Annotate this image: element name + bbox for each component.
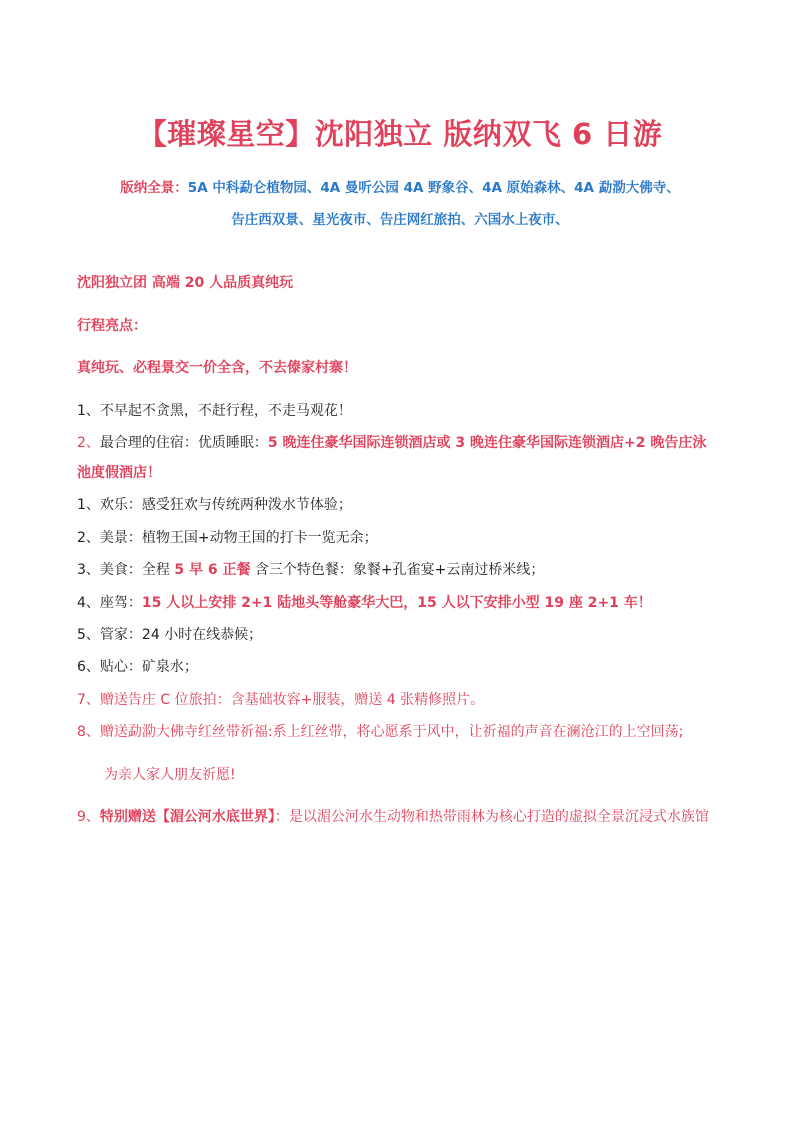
item-accommodation-detail: 5 晚连住豪华国际连锁酒店或 3 晚连住豪华国际连锁酒店+2 晚告庄泳 xyxy=(267,435,707,451)
overview-line-1 xyxy=(0,176,800,196)
item-water: 6、贴心：矿泉水； xyxy=(77,659,198,675)
item-special-gift-title: 特别赠送【湄公河水底世界】 xyxy=(99,809,275,825)
item-food-prefix: 3、美食：全程 xyxy=(77,562,175,578)
item-vehicle-prefix: 4、座驾： xyxy=(77,595,142,611)
item-butler: 5、管家：24 小时在线恭候； xyxy=(77,627,263,643)
item-food xyxy=(77,559,727,579)
item-accommodation-number: 2、 xyxy=(77,435,100,451)
item-accommodation-label: 最合理的住宿：优质睡眠： xyxy=(99,435,268,451)
item-special-gift-detail: ：是以湄公河水生动物和热带雨林为核心打造的虚拟全景沉浸式水族馆 xyxy=(274,809,709,825)
item-food-suffix: 含三个特色餐：象餐+孔雀宴+云南过桥米线； xyxy=(250,562,545,578)
highlights-heading: 行程亮点： xyxy=(77,318,147,334)
document-title: 【璀璨星空】沈阳独立 版纳双飞 6 日游 xyxy=(137,117,663,151)
group-heading: 沈阳独立团 高端 20 人品质真纯玩 xyxy=(77,275,294,291)
slogan: 真纯玩、必程景交一价全含，不去傣家村寨！ xyxy=(77,360,357,376)
item-scenery: 2、美景：植物王国+动物王国的打卡一览无余； xyxy=(77,530,378,546)
item-no-rush: 1、不早起不贪黑，不赶行程，不走马观花！ xyxy=(77,403,352,419)
overview-line-2: 告庄西双景、星光夜市、告庄网红旅拍、六国水上夜市、 xyxy=(231,212,569,228)
overview-label: 版纳全景： xyxy=(120,180,188,196)
item-accommodation xyxy=(77,432,727,452)
item-ribbon-gift-cont: 为亲人家人朋友祈愿! xyxy=(104,767,236,783)
item-special-gift xyxy=(77,806,727,826)
item-special-gift-number: 9、 xyxy=(77,809,100,825)
item-photo-gift: 7、赠送告庄 C 位旅拍：含基础妆容+服装，赠送 4 张精修照片。 xyxy=(77,692,485,708)
overview-attractions-1: 5A 中科勐仑植物园、4A 曼听公园 4A 野象谷、4A 原始森林、4A 勐泐大佛寺、 xyxy=(187,180,680,196)
item-accommodation-detail-cont: 池度假酒店！ xyxy=(77,465,161,481)
item-food-meals: 5 早 6 正餐 xyxy=(174,562,251,578)
item-ribbon-gift: 8、赠送勐泐大佛寺红丝带祈福:系上红丝带，将心愿系于风中，让祈福的声音在澜沧江的上空回荡; xyxy=(77,724,684,740)
item-vehicle xyxy=(77,592,727,612)
item-vehicle-detail: 15 人以上安排 2+1 陆地头等舱豪华大巴，15 人以下安排小型 19 座 2+1 车！ xyxy=(141,595,652,611)
item-fun: 1、欢乐：感受狂欢与传统两种泼水节体验； xyxy=(77,497,352,513)
